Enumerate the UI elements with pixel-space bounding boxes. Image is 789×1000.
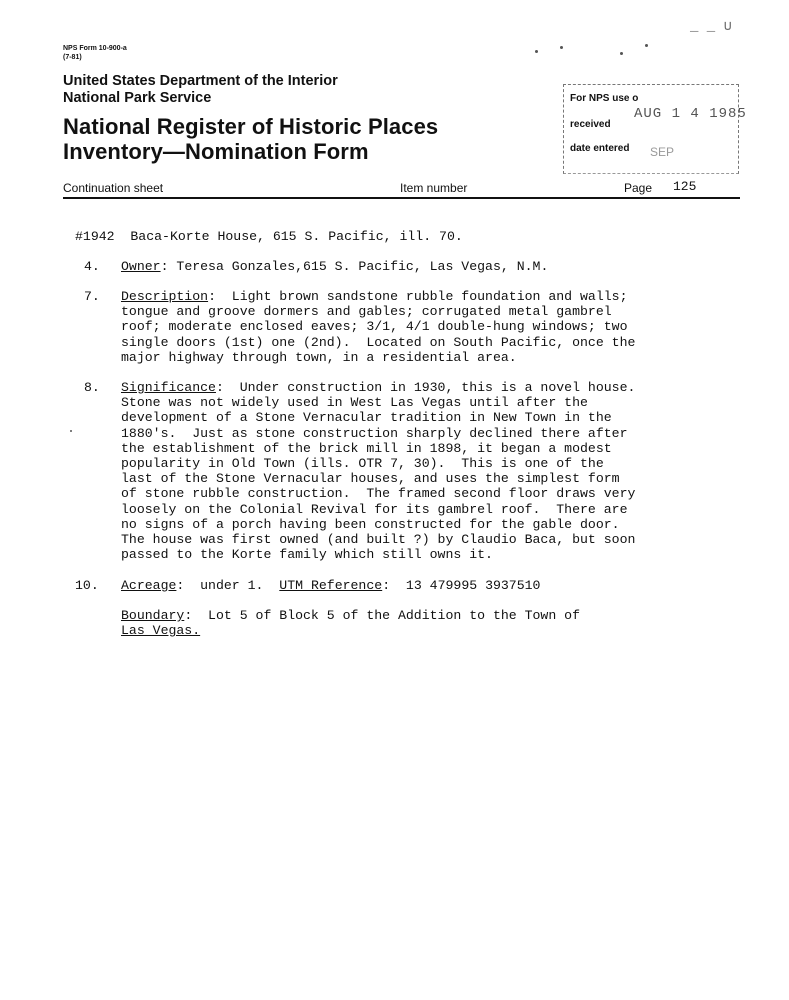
boundary-block xyxy=(121,608,580,638)
scan-speck xyxy=(645,44,648,47)
page-number: 125 xyxy=(673,179,697,194)
title-line-1: National Register of Historic Places xyxy=(63,114,439,139)
significance-line: Stone was not widely used in West Las Vegas until after the xyxy=(121,395,588,411)
owner-label: Owner xyxy=(121,259,161,274)
description-number: 7. xyxy=(84,289,100,304)
significance-line: popularity in Old Town (ills. OTR 7, 30). This is one of the xyxy=(121,456,604,472)
form-date: (7-81) xyxy=(63,54,82,61)
page-label: Page xyxy=(624,181,653,195)
continuation-row xyxy=(63,181,740,197)
acreage-line xyxy=(121,578,540,593)
significance-line: no signs of a porch having been constructed for the gable door. xyxy=(121,516,620,532)
continuation-sheet-label: Continuation sheet xyxy=(63,181,164,195)
corner-mark: _ _ ∪ xyxy=(690,19,733,35)
date-entered-label: date entered xyxy=(570,143,630,154)
title-line-2: Inventory—Nomination Form xyxy=(63,139,369,164)
significance-line: of stone rubble construction. The framed second floor draws very xyxy=(121,486,636,502)
significance-line: 1880's. Just as stone construction sharply declined there after xyxy=(121,425,628,441)
nps-use-box xyxy=(563,84,739,174)
owner-number: 4. xyxy=(84,259,100,274)
form-number: NPS Form 10-900-a xyxy=(63,45,127,52)
significance-line: last of the Stone Vernacular houses, and uses the simplest form xyxy=(121,471,620,487)
received-stamp: AUG 1 4 1985 xyxy=(634,106,747,122)
received-label: received xyxy=(570,119,611,130)
utm-value: : 13 479995 3937510 xyxy=(382,578,541,593)
acreage-number: 10. xyxy=(75,578,99,593)
description-label: Description xyxy=(121,289,209,304)
item-number-label: Item number xyxy=(400,181,468,195)
form-code xyxy=(63,44,127,62)
department-heading xyxy=(63,73,338,107)
description-line: major highway through town, in a residential area. xyxy=(121,349,517,365)
significance-number: 8. xyxy=(84,380,100,395)
boundary-line: Boundary: Lot 5 of Block 5 of the Addition to the Town of xyxy=(121,608,581,623)
header-rule xyxy=(63,197,740,199)
description-line: single doors (1st) one (2nd). Located on South Pacific, once the xyxy=(121,334,636,350)
significance-line: passed to the Korte family which still owns it. xyxy=(121,547,493,563)
significance-line: development of a Stone Vernacular tradition in New Town in the xyxy=(121,410,612,426)
scan-speck xyxy=(560,46,563,49)
acreage-label: Acreage xyxy=(121,578,177,593)
boundary-line: Las Vegas. xyxy=(121,623,201,639)
department-name: United States Department of the Interior xyxy=(63,73,338,89)
significance-line: loosely on the Colonial Revival for its gambrel roof. There are xyxy=(121,501,628,517)
description-line: Description: Light brown sandstone rubble foundation and walls; xyxy=(121,289,628,304)
description-block xyxy=(121,289,635,365)
service-name: National Park Service xyxy=(63,90,212,106)
form-title xyxy=(63,114,438,164)
significance-block xyxy=(121,380,635,562)
significance-label: Significance xyxy=(121,380,216,395)
entry-heading: #1942 Baca-Korte House, 615 S. Pacific, ill. 70. xyxy=(75,229,463,244)
description-line: tongue and groove dormers and gables; corrugated metal gambrel xyxy=(121,304,612,320)
description-line: roof; moderate enclosed eaves; 3/1, 4/1 double-hung windows; two xyxy=(121,319,628,335)
owner-line xyxy=(121,259,548,274)
significance-line: the establishment of the brick mill in 1898, it began a modest xyxy=(121,440,612,456)
date-entered-stamp: SEP xyxy=(650,145,675,159)
significance-line: The house was first owned (and built ?) by Claudio Baca, but soon xyxy=(121,532,636,548)
owner-text: : Teresa Gonzales,615 S. Pacific, Las Vegas, N.M. xyxy=(160,259,549,274)
acreage-value: : under 1. xyxy=(176,578,280,593)
margin-speck xyxy=(70,430,72,432)
scan-speck xyxy=(535,50,538,53)
significance-line: Significance: Under construction in 1930, this is a novel house. xyxy=(121,380,636,395)
nps-use-label: For NPS use o xyxy=(570,93,639,104)
boundary-label: Boundary xyxy=(121,608,185,623)
utm-label: UTM Reference xyxy=(279,578,383,593)
scan-speck xyxy=(620,52,623,55)
